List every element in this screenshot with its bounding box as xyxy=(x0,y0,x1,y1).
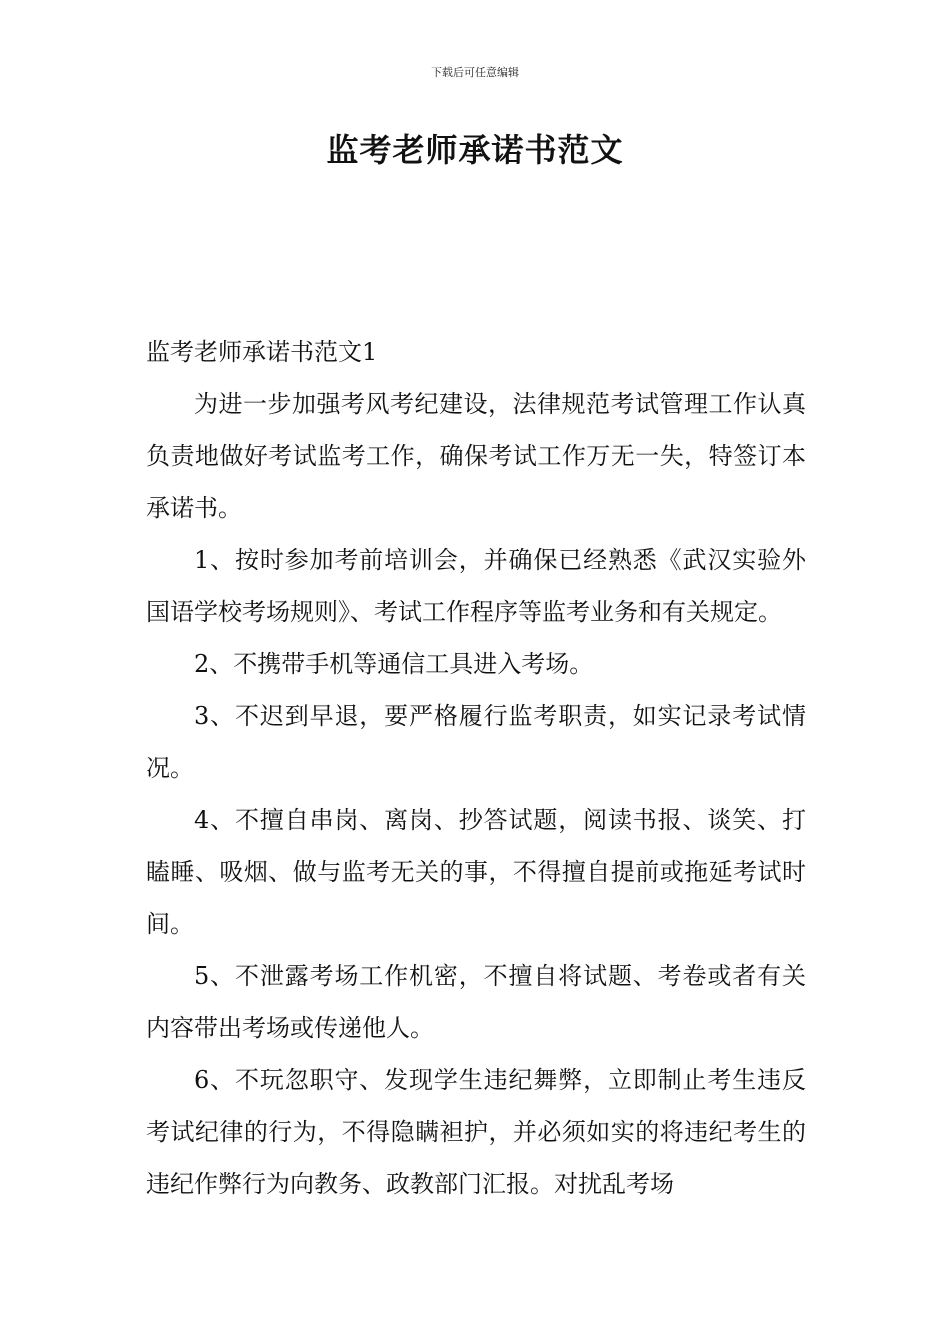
section-heading: 监考老师承诺书范文1 xyxy=(146,338,378,366)
paragraph-item-1: 1、按时参加考前培训会，并确保已经熟悉《武汉实验外国语学校考场规则》、考试工作程序等监考业务和有关规定。 xyxy=(146,546,806,626)
paragraph-item-6: 6、不玩忽职守、发现学生违纪舞弊，立即制止考生违反考试纪律的行为，不得隐瞒袒护，并必须如实的将违纪考生的违纪作弊行为向教务、政教部门汇报。对扰乱考场 xyxy=(146,1066,806,1198)
document-body xyxy=(146,326,806,1210)
paragraph-item-5: 5、不泄露考场工作机密，不擅自将试题、考卷或者有关内容带出考场或传递他人。 xyxy=(146,962,806,1042)
paragraph-item-3: 3、不迟到早退，要严格履行监考职责，如实记录考试情况。 xyxy=(146,702,806,782)
paragraph-item-2: 2、不携带手机等通信工具进入考场。 xyxy=(194,650,594,678)
paragraph-intro: 为进一步加强考风考纪建设，法律规范考试管理工作认真负责地做好考试监考工作，确保考试工作万无一失，特签订本承诺书。 xyxy=(146,390,806,522)
paragraph-item-4: 4、不擅自串岗、离岗、抄答试题，阅读书报、谈笑、打瞌睡、吸烟、做与监考无关的事，不得擅自提前或拖延考试时间。 xyxy=(146,806,806,938)
header-note: 下载后可任意编辑 xyxy=(431,66,519,79)
document-title: 监考老师承诺书范文 xyxy=(326,131,624,169)
